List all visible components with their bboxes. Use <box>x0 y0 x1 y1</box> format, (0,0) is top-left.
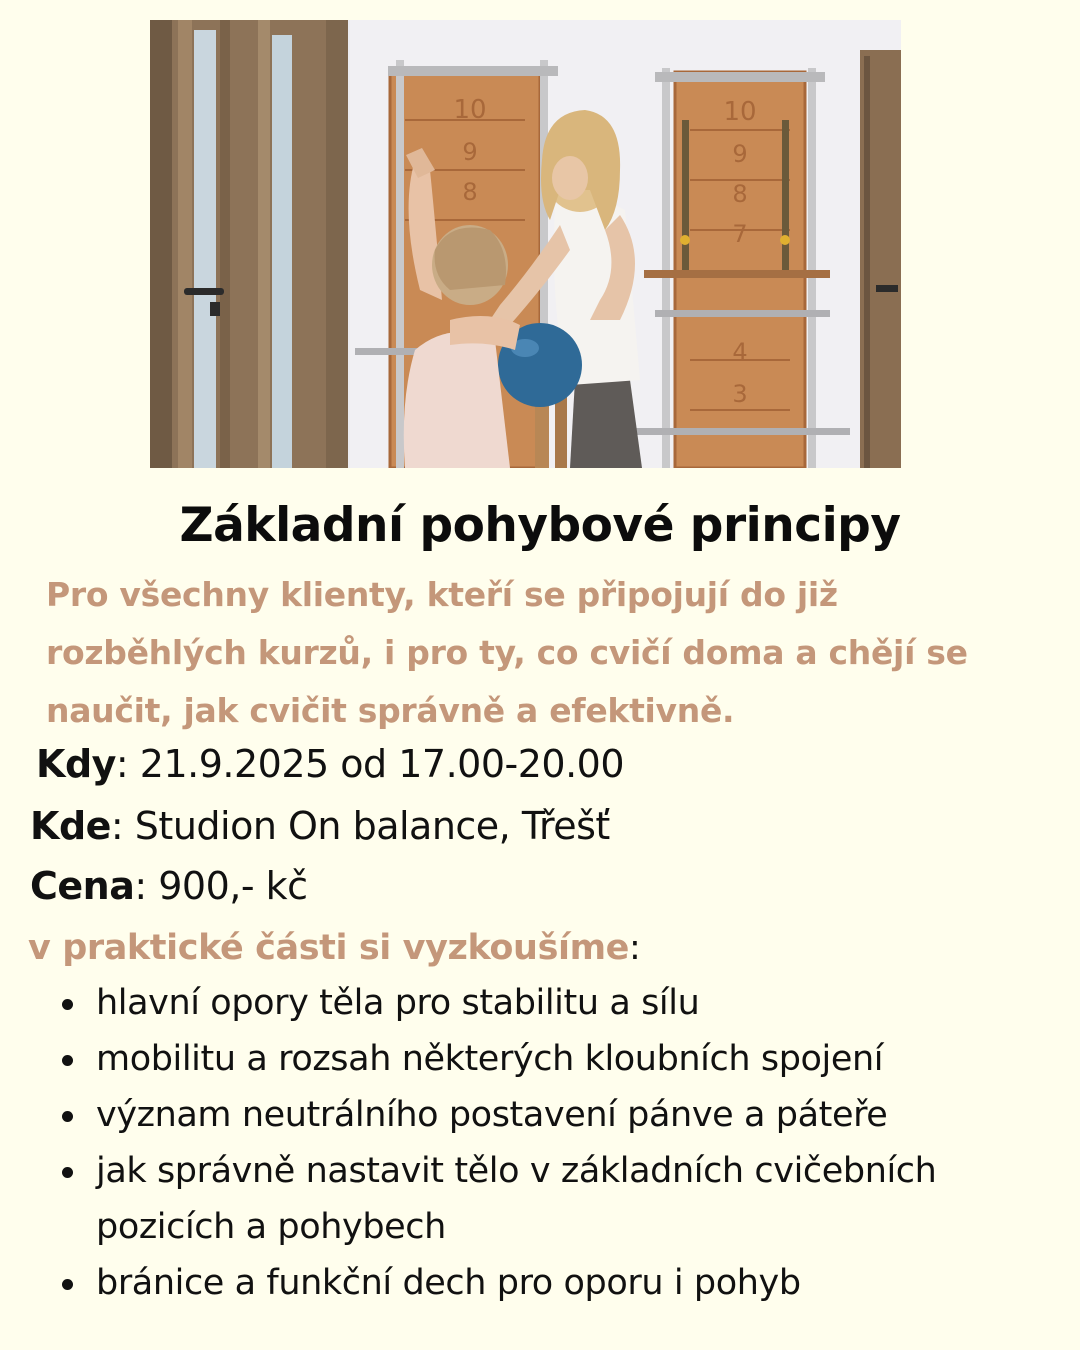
topics-list <box>60 975 1050 1311</box>
info-price-value: : 900,- kč <box>134 864 308 908</box>
page-title: Základní pohybové principy <box>179 498 901 553</box>
info-where-value: : Studion On balance, Třešť <box>110 804 610 848</box>
list-item-text: jak správně nastavit tělo v základních cvičebních pozicích a pohybech <box>96 1151 937 1247</box>
info-where-label: Kde <box>30 804 111 848</box>
info-price-label: Cena <box>30 864 135 908</box>
list-item-text: mobilitu a rozsah některých kloubních spojení <box>96 1039 884 1079</box>
hero-photo <box>150 20 901 468</box>
bullet-dot-icon <box>62 1055 73 1066</box>
practical-suffix: : <box>629 928 641 968</box>
wall-number: 10 <box>453 95 487 125</box>
bullet-dot-icon <box>62 1279 73 1290</box>
wall-number: 9 <box>462 138 478 166</box>
list-item <box>60 1143 1050 1255</box>
info-when <box>36 736 624 792</box>
wall-number: 10 <box>723 97 757 127</box>
list-item-text: bránice a funkční dech pro oporu i pohyb <box>96 1263 801 1303</box>
wall-number: 8 <box>462 178 478 206</box>
bullet-dot-icon <box>62 1111 73 1122</box>
practical-heading <box>28 920 640 976</box>
info-when-value: : 21.9.2025 od 17.00-20.00 <box>115 742 625 786</box>
info-when-label: Kdy <box>36 742 116 786</box>
wall-number: 3 <box>732 380 748 408</box>
wall-number: 7 <box>732 220 748 248</box>
list-item <box>60 975 1050 1031</box>
list-item <box>60 1087 1050 1143</box>
list-item-text: hlavní opory těla pro stabilitu a sílu <box>96 983 700 1023</box>
wall-number: 8 <box>732 180 748 208</box>
list-item-text: význam neutrálního postavení pánve a páteře <box>96 1095 888 1135</box>
intro-text: Pro všechny klienty, kteří se připojují do již rozběhlých kurzů, i pro ty, co cvičí doma a chějí se naučit, jak cvičit správně a efektivně. <box>46 575 968 730</box>
bullet-dot-icon <box>62 1167 73 1178</box>
info-where <box>30 798 610 854</box>
bullet-dot-icon <box>62 999 73 1010</box>
practical-label: v praktické části si vyzkoušíme <box>28 928 630 968</box>
list-item <box>60 1031 1050 1087</box>
wall-number: 4 <box>732 338 748 366</box>
list-item <box>60 1255 1050 1311</box>
info-price <box>30 858 308 914</box>
wall-number: 9 <box>732 140 748 168</box>
